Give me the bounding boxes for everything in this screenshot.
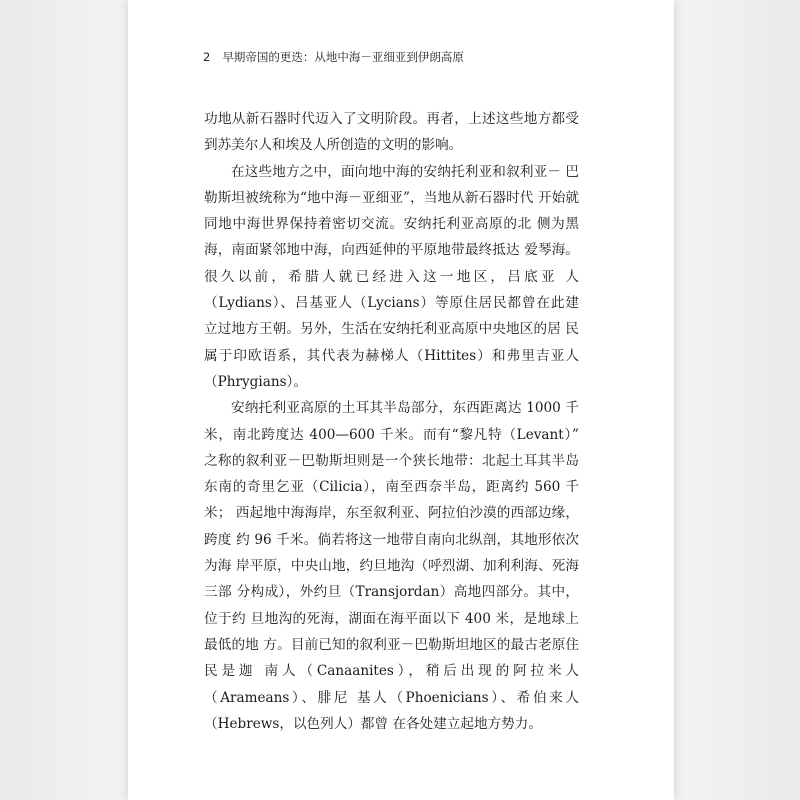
text-line: 安纳托利亚高原的土耳其半岛部分，东西距离达 1000 千 (231, 400, 579, 417)
text-line: 在各处建立起地方势力。 (392, 715, 542, 732)
text-line: （Phrygians）。 (204, 373, 307, 390)
paragraph-3 (204, 395, 579, 737)
text-line: 南人（Canaanites），稍后出现的阿拉米人（Arameans）、腓尼 (204, 663, 579, 706)
text-line: 约 96 千米。倘若将这一地带自南向北纵剖，其地形依次为海 (204, 531, 580, 575)
book-page (128, 0, 674, 800)
text-line: 东南的奇里乞亚（Cilicia），南至西奈半岛，距离约 560 千米； (204, 479, 579, 522)
text-line: 立过地方王朝。另外，生活在安纳托利亚高原中央地区的居 (204, 321, 561, 338)
text-line: 到苏美尔人和埃及人所创造的文明的影响。 (204, 137, 463, 154)
text-line: 人（Lydians）、吕基亚人（Lycians）等原住居民都曾在此建 (204, 268, 579, 312)
paragraph-2 (204, 159, 579, 396)
text-line: 之称的叙利亚－巴勒斯坦则是一个狭长地带：北起土耳其半岛 (204, 452, 579, 469)
text-line: 民属于印欧语系，其代表为赫梯人（Hittites）和弗里吉亚人 (204, 321, 580, 364)
body-text (204, 106, 579, 737)
running-title: 早期帝国的更迭：从地中海－亚细亚到伊朗高原 (222, 50, 464, 64)
text-line: 在这些地方之中，面向地中海的安纳托利亚和叙利亚－ (231, 163, 561, 180)
text-line: 功地从新石器时代迈入了文明阶段。再者，上述这些地方都受 (204, 111, 579, 127)
running-header (203, 49, 464, 65)
text-line: 侧为黑海，南面紧邻地中海，向西延伸的平原地带最终抵达 (204, 216, 579, 259)
text-line: 分构成），外约旦（Transjordan）高地四部分。其中，位于约 (204, 584, 580, 627)
text-line: 西起地中海海岸，东至叙利亚、阿拉伯沙漠的西部边缘，跨度 (204, 505, 579, 548)
text-line: 巴勒斯坦被统称为“地中海－亚细亚”，当地从新石器时代 (204, 163, 579, 206)
text-line: 米，南北跨度达 400—600 千米。而有“黎凡特（Levant）” (204, 426, 579, 443)
page-number: 2 (203, 50, 211, 64)
text-line: 旦地沟的死海，湖面在海平面以下 400 米，是地球上最低的地 (204, 610, 579, 653)
text-line: 岸平原，中央山地，约旦地沟（呼烈湖、加利利海、死海三部 (204, 558, 580, 601)
paragraph-1 (204, 106, 579, 159)
text-line: 开始就同地中海世界保持着密切交流。安纳托利亚高原的北 (204, 189, 580, 233)
text-line: 爱琴海。很久以前，希腊人就已经进入这一地区，吕底亚 (204, 242, 580, 285)
text-line: 基人（Phoenicians）、希伯来人（Hebrews，以色列人）都曾 (204, 689, 580, 732)
text-line: 方。目前已知的叙利亚－巴勒斯坦地区的最古老原住民是迦 (204, 636, 580, 680)
